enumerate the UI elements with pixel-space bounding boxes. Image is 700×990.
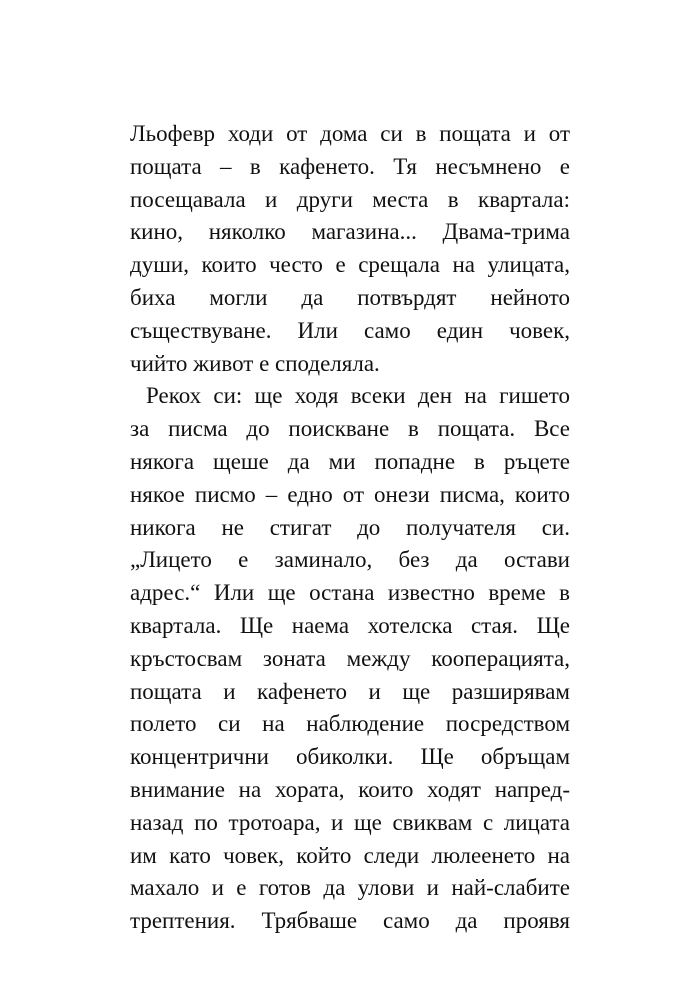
text-line: трептения. Трябваше само да проявя	[130, 908, 570, 934]
paragraph-2	[130, 380, 570, 938]
text-line: чийто живот е споделяла.	[130, 350, 380, 376]
text-line: пощата – в кафенето. Тя несъмнено е	[130, 153, 570, 179]
text-line: за писма до поискване в пощата. Все	[130, 416, 570, 442]
paragraph-1	[130, 118, 570, 380]
text-line: Рекох си: ще ходя всеки ден на гишето	[146, 383, 570, 409]
text-line: им като човек, който следи люлеенето на	[130, 842, 570, 868]
text-line: някое писмо – едно от онези писма, които	[130, 481, 570, 507]
text-line: махало и е готов да улови и най-слабите	[130, 875, 570, 901]
text-line: съществуване. Или само един човек,	[130, 317, 570, 343]
text-line: полето си на наблюдение посредством	[130, 711, 570, 737]
text-line: някога щеше да ми попадне в ръцете	[130, 448, 570, 474]
body-text	[130, 118, 570, 938]
text-line: души, които често е срещала на улицата,	[130, 252, 570, 278]
text-line: посещавала и други места в квартала:	[130, 186, 570, 212]
text-line: назад по тротоара, и ще свиквам с лицата	[130, 809, 570, 835]
text-line: биха могли да потвърдят нейното	[130, 284, 570, 310]
text-line: никога не стигат до получателя си.	[130, 514, 570, 540]
text-line: квартала. Ще наема хотелска стая. Ще	[130, 612, 570, 638]
text-line: „Лицето е заминало, без да остави	[130, 547, 570, 573]
text-line: кръстосвам зоната между кооперацията,	[130, 645, 570, 671]
text-line: кино, няколко магазина... Двама-трима	[130, 219, 570, 245]
text-line: пощата и кафенето и ще разширявам	[130, 678, 570, 704]
text-line: адрес.“ Или ще остана известно време в	[130, 580, 570, 606]
text-line: Льофевр ходи от дома си в пощата и от	[130, 121, 570, 146]
text-line: внимание на хората, които ходят напред-	[130, 776, 570, 802]
text-line: концентрични обиколки. Ще обръщам	[130, 744, 570, 770]
